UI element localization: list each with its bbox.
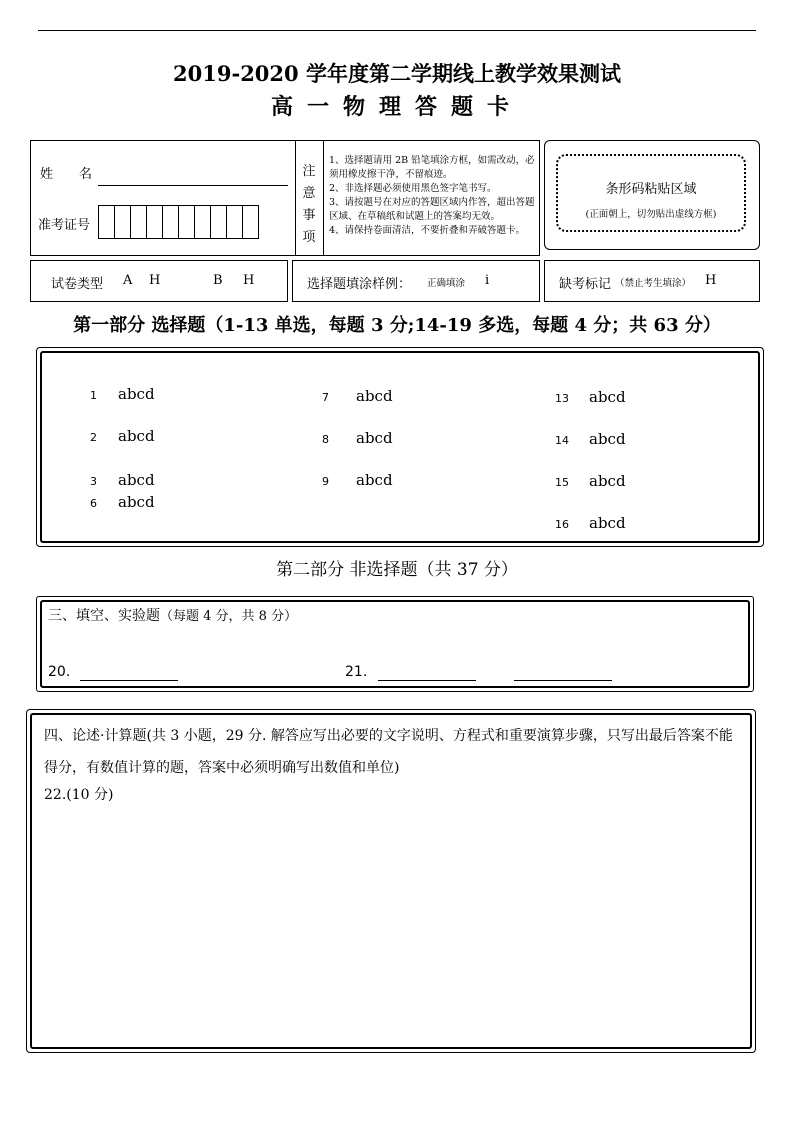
exam-number-cell[interactable]	[178, 205, 195, 239]
exam-number-cell[interactable]	[146, 205, 163, 239]
answer-options[interactable]: abcd	[118, 385, 155, 403]
mc-column	[322, 386, 482, 496]
part2-title: 第二部分 非选择题（共 37 分）	[276, 560, 518, 580]
mc-question[interactable]	[90, 384, 155, 403]
question-number: 13	[555, 392, 569, 405]
paper-type-option-b: B	[213, 273, 223, 288]
question-number: 16	[555, 518, 569, 531]
notes-heading	[297, 163, 321, 247]
mc-question[interactable]	[555, 429, 626, 448]
question-number: 8	[322, 433, 329, 446]
question-22-label: 22.(10 分)	[44, 787, 114, 803]
note-item: 4、请保持卷面清洁，不要折叠和弄破答题卡。	[329, 225, 526, 236]
notes-heading-char: 意	[302, 186, 316, 201]
mc-question[interactable]	[90, 426, 155, 445]
mc-question[interactable]	[555, 513, 626, 532]
section4-instructions: 四、论述·计算题(共 3 小题，29 分. 解答应写出必要的文字说明、方程式和重要演算步骤，只写出最后答案不能得分，有数值计算的题，答案中必须明确写出数值和单位)	[44, 728, 733, 776]
fill-sample-box	[292, 260, 540, 302]
exam-number-cell[interactable]	[242, 205, 259, 239]
question-21-number: 21.	[345, 664, 368, 680]
question-number: 14	[555, 434, 569, 447]
answer-options[interactable]: abcd	[356, 429, 393, 447]
answer-options[interactable]: abcd	[118, 427, 155, 445]
exam-number-cell[interactable]	[210, 205, 227, 239]
answer-options[interactable]: abcd	[589, 472, 626, 490]
answer-options[interactable]: abcd	[589, 430, 626, 448]
section3-heading	[48, 605, 297, 625]
exam-number-cell[interactable]	[130, 205, 147, 239]
exam-number-cell[interactable]	[194, 205, 211, 239]
mc-question[interactable]	[322, 428, 393, 447]
question-number: 1	[90, 389, 97, 402]
mc-question[interactable]	[90, 492, 155, 511]
mc-question[interactable]	[322, 470, 393, 489]
notes-divider	[323, 140, 324, 256]
answer-options[interactable]: abcd	[118, 493, 155, 511]
absent-label: 缺考标记	[559, 277, 612, 292]
question-number: 15	[555, 476, 569, 489]
answer-options[interactable]: abcd	[356, 387, 393, 405]
mc-column	[555, 387, 715, 532]
paper-type-label: 试卷类型	[51, 277, 104, 292]
note-item: 2、非选择题必须使用黑色签字笔书写。	[329, 183, 497, 194]
mc-question[interactable]	[90, 470, 155, 489]
exam-number-cell[interactable]	[98, 205, 115, 239]
name-label: 姓 名	[40, 167, 93, 182]
fill-sample-label: 选择题填涂样例：	[307, 277, 412, 292]
question-21-blank-2[interactable]	[514, 680, 612, 681]
paper-type-b-bubble[interactable]: H	[243, 273, 255, 288]
notes-heading-char: 事	[302, 208, 316, 223]
question-number: 2	[90, 431, 97, 444]
mc-question[interactable]	[555, 471, 626, 490]
question-number: 7	[322, 391, 329, 404]
answer-options[interactable]: abcd	[118, 471, 155, 489]
section3-note: （每题 4 分，共 8 分）	[160, 609, 298, 624]
paper-type-a-bubble[interactable]: H	[149, 273, 161, 288]
note-item: 1、选择题请用 2B 铅笔填涂方框，如需改动，必须用橡皮擦干净，不留痕迹。	[329, 155, 535, 180]
answer-sheet-title: 高一物理答题卡	[270, 94, 523, 120]
exam-number-grid[interactable]	[99, 205, 259, 239]
exam-title: 2019-2020 学年度第二学期线上教学效果测试	[173, 61, 621, 86]
mc-question[interactable]	[555, 387, 626, 406]
question-21-blank-1[interactable]	[378, 680, 476, 681]
mc-column	[90, 490, 250, 520]
section3-title: 三、填空、实验题	[48, 608, 160, 624]
question-number: 9	[322, 475, 329, 488]
notes-divider	[295, 140, 296, 256]
paper-type-box	[30, 260, 288, 302]
answer-options[interactable]: abcd	[356, 471, 393, 489]
part1-title: 第一部分 选择题（1-13 单选，每题 3 分;14-19 多选，每题 4 分；共 63 分）	[73, 315, 721, 336]
absent-note: （禁止考生填涂）	[615, 278, 692, 289]
correct-fill-mark: i	[485, 273, 490, 288]
correct-fill-label: 正确填涂	[427, 278, 466, 289]
answer-options[interactable]: abcd	[589, 388, 626, 406]
barcode-subtitle: (正面朝上，切勿贴出虚线方框)	[585, 209, 717, 220]
exam-number-cell[interactable]	[226, 205, 243, 239]
mc-column	[90, 384, 250, 489]
top-rule	[38, 30, 756, 31]
question-20-number: 20.	[48, 664, 71, 680]
absent-bubble[interactable]: H	[705, 273, 717, 288]
mc-question[interactable]	[322, 386, 393, 405]
exam-number-label: 准考证号	[38, 218, 91, 233]
notes-heading-char: 注	[302, 164, 316, 179]
barcode-area	[556, 154, 746, 232]
paper-type-option-a: A	[123, 273, 133, 288]
notes-list	[329, 154, 537, 238]
exam-number-cell[interactable]	[162, 205, 179, 239]
name-field[interactable]	[98, 185, 288, 186]
notes-heading-char: 项	[302, 230, 316, 245]
answer-options[interactable]: abcd	[589, 514, 626, 532]
note-item: 3、请按题号在对应的答题区域内作答，超出答题区域、在草稿纸和试题上的答案均无效。	[329, 197, 535, 222]
question-number: 3	[90, 475, 97, 488]
exam-number-cell[interactable]	[114, 205, 131, 239]
question-20-blank[interactable]	[80, 680, 178, 681]
absent-mark-box	[544, 260, 760, 302]
question-number: 6	[90, 497, 97, 510]
barcode-title: 条形码粘贴区域	[605, 182, 697, 197]
